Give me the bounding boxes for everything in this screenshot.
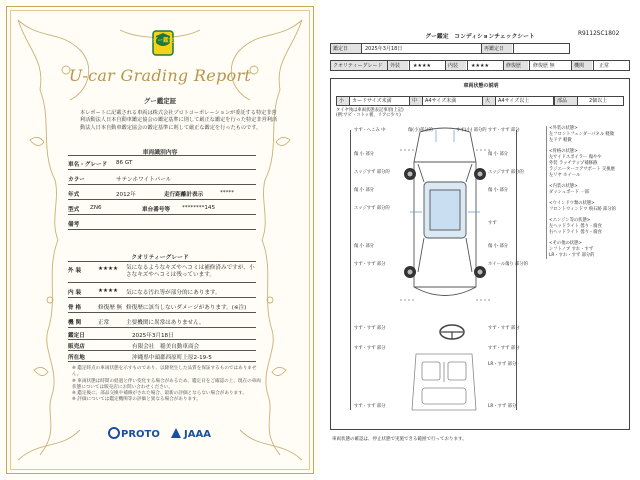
date-label: 鑑定日 (331, 44, 361, 53)
note-text: タイヤ残は車両状態表記事項(上記) (336, 108, 404, 113)
certificate-subtitle: グー鑑定証 (143, 97, 177, 105)
damage-label: すず・すず 部分 (488, 326, 520, 331)
damage-label: 傷 小 部分 (354, 152, 374, 157)
grade-stars: ★★★★ (98, 266, 119, 272)
vehicle-value: ZN6 (90, 205, 102, 211)
grade-row-exterior (68, 263, 256, 283)
legend-desc: カードサイズ未満 (352, 98, 392, 104)
parts-value: 2個以上 (589, 98, 608, 104)
side-note: <ウインドウ類の状態> (549, 201, 595, 206)
side-note: <外装の状態> (549, 126, 578, 131)
damage-label: 傷 小 部分 (354, 188, 374, 193)
vehicle-label: 車台番号等 (142, 207, 170, 213)
parts-label: 部品 (555, 97, 577, 105)
vehicle-value: サテンホワイトパール (116, 177, 172, 183)
damage-label: すず・すず 部分 (354, 404, 386, 409)
quality-label: クオリティーグレード (331, 61, 387, 70)
damage-label: エッジすず 部分的 (354, 206, 390, 211)
side-note: 左ドア 軽微 (549, 138, 572, 143)
grade-desc: 気になるようなキズやヘコミは補修済みですが、小さなキズやヘコミは残っています。 (126, 265, 255, 278)
vehicle-label: カラー (68, 177, 85, 183)
grade-label: 外 装 (68, 268, 82, 274)
vehicle-row-color (68, 172, 256, 185)
vehicle-top-diagram (390, 122, 500, 322)
vehicle-row-notes (68, 217, 256, 230)
grade-row-interior (68, 285, 256, 298)
damage-label: 傷 小 部分 (488, 152, 508, 157)
summary-value: ★★★★ (413, 63, 431, 69)
grade-row-engine (68, 315, 256, 328)
goo-kantei-logo (152, 30, 174, 56)
side-note: 右ヘッドライト 曇り・腐食 (549, 230, 602, 235)
steering-wheel-icon (438, 323, 466, 341)
vehicle-label: 備考 (68, 222, 80, 228)
damage-label: 傷 小 部分 (488, 244, 508, 249)
damage-label: LR・すず 部分 (488, 404, 517, 409)
grade-stars: 修復歴 無 (98, 305, 123, 311)
summary-value: 修復歴 無 (533, 63, 555, 69)
grade-stars: ★★★★ (98, 288, 119, 294)
damage-label: 傷(小)部分的 (408, 128, 433, 133)
footer-value: 2025年3月18日 (132, 333, 174, 339)
vehicle-label: 型式 (68, 207, 80, 213)
vehicle-value: 2012年 (116, 192, 136, 198)
damage-label: すず・すず 部分 (488, 128, 520, 133)
date-value: 2025年3月18日 (365, 46, 403, 52)
legend-size: 小 (337, 97, 349, 105)
legend-size: 大 (483, 97, 495, 105)
jaaa-logo (170, 427, 220, 439)
vehicle-label: 車名・グレード (68, 162, 108, 168)
proto-logo (108, 427, 164, 439)
side-note: ラジエーターコアサポート 交換歴 (549, 167, 615, 172)
left-bracket (350, 130, 351, 410)
vehicle-value: ***** (220, 190, 234, 196)
legend-desc: A4サイズ以上 (498, 98, 530, 104)
grade-desc: 気になる汚れ等が部分的にあります。 (126, 290, 221, 296)
damage-label: エッジすず 部分的 (488, 170, 524, 175)
vehicle-label: 走行距離計表示 (164, 192, 204, 198)
side-note: <骨格の状態> (549, 149, 578, 154)
summary-value: ★★★★ (471, 63, 489, 69)
damage-label: ホイール傷り 部分的 (488, 262, 528, 267)
svg-text:グー鑑定: グー鑑定 (152, 38, 174, 44)
damage-label: すず・すず 部分 (354, 326, 386, 331)
side-note: <エンジン等の状態> (549, 218, 591, 223)
footer-row-date (68, 329, 256, 340)
footer-label: 販売店 (68, 344, 85, 350)
damage-label: エッジすず 部分的 (354, 170, 390, 175)
damage-label: 傷 小 部分 (354, 244, 374, 249)
summary-label: 外装 (388, 61, 408, 70)
grade-label: 骨 格 (68, 305, 82, 311)
side-note: 左フロントフェンダーパネル 軽微 (549, 132, 615, 137)
damage-label: すず・すず 部分 (354, 346, 386, 351)
size-legend (336, 96, 554, 106)
sheet-id: R9112SC1802 (578, 31, 620, 37)
damage-label: すず・すず 部分 (354, 262, 386, 267)
divider (68, 261, 256, 262)
certificate-notes: ※ 鑑定時点の車両状態を示すものであり、以降発生した品質を保証するものではありません。 ※ 車両状態は時間の経過と伴い変化する場合があるため、鑑定日をご確認の上、現在の車両状態については販売店にお問い合わせください。 ※ 鑑定後に、部品交換や補修がされた場合、最新の評価とならない場合があります。 ※ 評価については鑑定機関等の評価と異なる場合があります。 (72, 366, 261, 403)
certificate-intro-text: 本レポートに記載される車両は株式会社プロトコーポレーションが委託する特定非営利活動法人日本自動車鑑定協会の鑑定基準に則して厳正な鑑定を行った特定非営利活動法人日本自動車鑑定協会の鑑定基準に則して厳正な鑑定を行ったものです。 (80, 110, 278, 131)
vehicle-row-name (68, 157, 256, 170)
svg-text:PROTO: PROTO (121, 429, 160, 439)
side-note: <その他の状態> (549, 241, 582, 246)
side-note: 左リヤ ホイール (549, 173, 581, 178)
reinspection-label: 再鑑定日 (482, 44, 512, 53)
grade-desc: 主要機関に異常はありません。 (126, 320, 205, 326)
footer-label: 所在地 (68, 355, 85, 361)
grade-desc: 修復歴に該当しないダメージがあります。(※注) (126, 305, 247, 311)
side-note: LR・すれ・すず 部分的 (549, 253, 595, 258)
footer-row-address (68, 351, 256, 362)
damage-label: すず(小) 部分的 (456, 128, 487, 133)
damage-label: LR・すず 部分 (488, 362, 517, 367)
sheet-title: グー鑑定 コンディションチェックシート (425, 34, 535, 40)
divider (68, 155, 256, 156)
grade-stars: 正常 (98, 320, 110, 326)
side-note: 左サイドスポイラー 傷やや (549, 155, 602, 160)
quality-summary-row (330, 60, 630, 71)
side-note: 左ヘッドライト 曇り・腐食 (549, 224, 602, 229)
damage-label: すず (488, 221, 497, 226)
legend-desc: A4サイズ未満 (425, 98, 457, 104)
footer-value: 沖縄県中頭郡西原町上原2-19-5 (132, 355, 212, 361)
svg-text:JAAA: JAAA (184, 429, 211, 439)
explain-title: 車両状態の説明 (463, 83, 499, 89)
vehicle-label: 年式 (68, 192, 80, 198)
damage-label: 傷 小 部分 (488, 188, 508, 193)
footer-value: 有限会社 稲美自動車商会 (132, 344, 200, 350)
side-note: <内装の状態> (549, 184, 578, 189)
side-note: シフトノブ すれ・すず (549, 247, 594, 252)
sheet-footer-note: 車両状態の確認は、停止状態で実施できる範囲で行っております。 (332, 437, 467, 442)
vehicle-value: ********145 (182, 205, 216, 211)
side-note: フロントウィンドウ 飛石跡 部分的 (549, 207, 616, 212)
vehicle-section-title: 車両識別内容 (142, 150, 178, 156)
condition-check-sheet (320, 0, 640, 480)
summary-value: 正常 (599, 63, 610, 69)
date-row (330, 43, 570, 54)
side-note: 外装 ラッチアップ補修跡 (549, 161, 598, 166)
damage-label: すず・へこみ 中 (354, 128, 386, 133)
grade-label: 機 関 (68, 320, 82, 326)
condition-notes-column (546, 126, 628, 259)
vehicle-row-model (68, 202, 256, 215)
parts-count (554, 96, 624, 106)
summary-label: 機関 (572, 61, 592, 70)
summary-label: 内装 (446, 61, 466, 70)
vehicle-row-year (68, 187, 256, 200)
summary-label: 修復歴 (504, 61, 528, 70)
grade-row-frame (68, 300, 256, 313)
vehicle-interior-diagram (404, 350, 484, 414)
quality-section-title: クオリティーグレード (131, 255, 189, 261)
grade-label: 内 装 (68, 290, 82, 296)
footer-label: 鑑定日 (68, 333, 85, 339)
side-note: ダッシュボード 一部 (549, 190, 589, 195)
legend-size: 中 (410, 97, 422, 105)
damage-label: すず・すず 部分 (488, 346, 520, 351)
note-text: (例:サビ・コトッ板、リアに少々) (336, 113, 401, 118)
footer-row-dealer (68, 340, 256, 351)
certificate-heading: U-car Grading Report (68, 66, 252, 85)
vehicle-value: 86 GT (116, 160, 133, 166)
